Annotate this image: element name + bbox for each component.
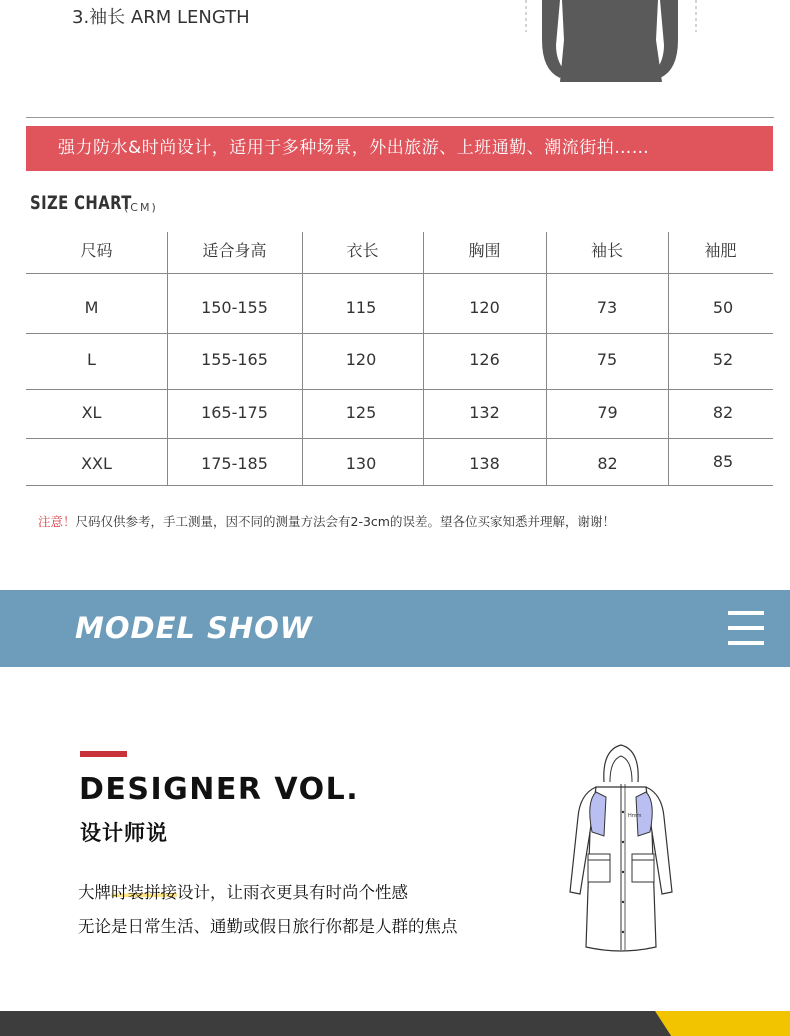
size-chart-title: SIZE CHART [30,192,132,214]
measurement-note [38,512,615,530]
designer-line1-highlight: 时装拼接 [111,883,177,902]
table-cell: M [84,298,99,317]
raincoat-illustration [566,742,676,962]
table-cell: 73 [596,298,618,317]
size-chart-unit: (CM) [124,201,158,214]
table-header-sleeve-width: 袖肥 [704,241,737,260]
table-divider [26,389,773,390]
note-label: 注意！ [38,514,76,529]
table-divider [26,485,773,486]
table-cell: 120 [469,298,500,317]
table-cell: XL [81,403,102,422]
table-cell: 150-155 [201,298,268,317]
table-cell: 85 [712,452,734,471]
designer-title: DESIGNER VOL. [79,772,360,807]
table-cell: 115 [345,298,377,317]
model-show-title: MODEL SHOW [75,611,313,645]
designer-line1-pre: 大牌 [78,883,111,902]
table-divider [26,273,773,274]
section-divider [26,117,774,118]
feature-banner: 强力防水&时尚设计，适用于多种场景，外出旅游、上班通勤、潮流街拍…… [26,126,773,171]
table-header-sleeve: 袖长 [590,241,623,260]
table-cell: XXL [81,454,112,473]
table-cell: 155-165 [201,350,268,369]
table-cell: 82 [597,454,618,473]
table-divider [26,333,773,334]
table-cell: 52 [712,350,734,369]
table-cell: 75 [596,350,618,369]
table-cell: 82 [712,403,734,422]
designer-description-line2: 无论是日常生活、通勤或假日旅行你都是人群的焦点 [78,917,458,936]
hamburger-menu-icon[interactable] [728,611,764,647]
accent-bar [80,751,127,757]
table-header-height: 适合身高 [202,241,267,260]
table-cell: 120 [345,350,377,369]
table-cell: 50 [712,298,734,317]
designer-description-line1 [78,879,408,903]
table-cell: 175-185 [201,454,268,473]
designer-subtitle: 设计师说 [80,821,168,845]
table-cell: 126 [469,350,500,369]
size-table [26,232,773,486]
table-divider [26,438,773,439]
table-header-size: 尺码 [80,241,113,260]
body-figure-illustration [520,0,700,90]
table-cell: 125 [345,403,377,422]
table-header-chest: 胸围 [468,241,501,260]
table-cell: 165-175 [201,403,268,422]
table-cell: 130 [345,454,377,473]
table-header-length: 衣长 [346,241,379,260]
arm-length-title: 3.袖长 ARM LENGTH [72,7,250,28]
note-text: 尺码仅供参考，手工测量，因不同的测量方法会有2-3cm的误差。望各位买家知悉并理解，谢谢！ [75,514,615,529]
table-cell: 132 [469,403,500,422]
designer-line1-post: 设计，让雨衣更具有时尚个性感 [177,883,408,902]
table-cell: 79 [597,403,618,422]
coat-chest-text: Hmm [628,813,642,819]
table-cell: 138 [469,454,500,473]
bottom-accent [655,1011,790,1036]
table-cell: L [87,350,96,369]
